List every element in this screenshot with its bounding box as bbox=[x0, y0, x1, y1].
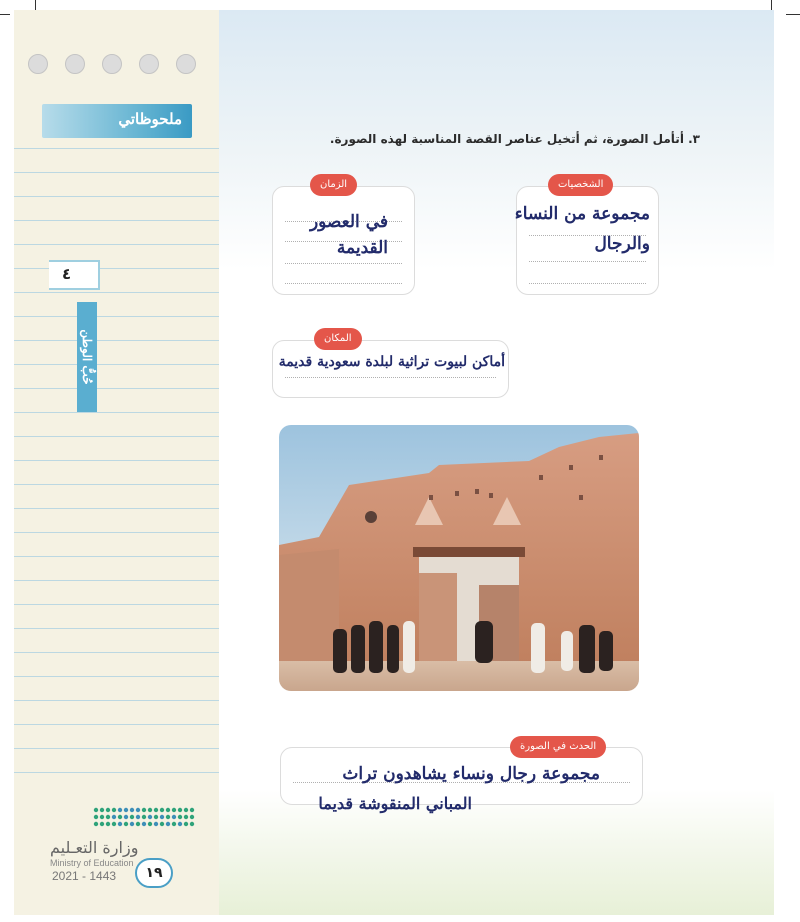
ministry-name-english: Ministry of Education bbox=[50, 858, 134, 868]
notes-sidebar bbox=[14, 10, 219, 915]
exercise-instruction: ٣. أتأمل الصورة، ثم أتخيل عناصر القصة المناسبة لهذه الصورة. bbox=[329, 132, 700, 146]
notes-title: ملحوظاتي bbox=[118, 110, 182, 128]
ministry-name-arabic: وزارة التعـليم bbox=[50, 838, 139, 857]
unit-name: حُبُّ الوطن bbox=[80, 329, 94, 385]
time-label: الزمان bbox=[310, 174, 357, 196]
characters-answer-line1: مجموعة من النساء bbox=[514, 204, 650, 224]
crop-mark bbox=[786, 14, 800, 15]
binder-hole bbox=[65, 54, 85, 74]
binder-hole bbox=[102, 54, 122, 74]
academic-year: 2021 - 1443 bbox=[52, 869, 117, 883]
unit-name-band bbox=[77, 302, 97, 412]
unit-number-tab bbox=[49, 260, 100, 290]
heritage-town-photo bbox=[279, 425, 639, 691]
page-number: ١٩ bbox=[135, 858, 173, 888]
characters-label: الشخصيات bbox=[548, 174, 613, 196]
crop-mark bbox=[771, 0, 772, 10]
event-answer-line1: مجموعة رجال ونساء يشاهدون تراث bbox=[342, 764, 600, 784]
characters-answer-line2: والرجال bbox=[594, 234, 650, 254]
event-label: الحدث في الصورة bbox=[510, 736, 606, 758]
binder-hole bbox=[176, 54, 196, 74]
ministry-logo-icon bbox=[84, 800, 204, 840]
event-answer-line2: المباني المنقوشة قديما bbox=[318, 794, 472, 813]
binder-hole bbox=[139, 54, 159, 74]
place-answer: أماكن لبيوت تراثية لبلدة سعودية قديمة bbox=[278, 354, 505, 370]
binder-hole bbox=[28, 54, 48, 74]
unit-number: ٤ bbox=[62, 265, 72, 283]
time-answer-line1: في العصور bbox=[309, 212, 388, 232]
place-label: المكان bbox=[314, 328, 362, 350]
crop-mark bbox=[0, 14, 10, 15]
time-answer-line2: القديمة bbox=[336, 238, 388, 258]
crop-mark bbox=[35, 0, 36, 10]
notes-title-banner bbox=[42, 104, 192, 138]
